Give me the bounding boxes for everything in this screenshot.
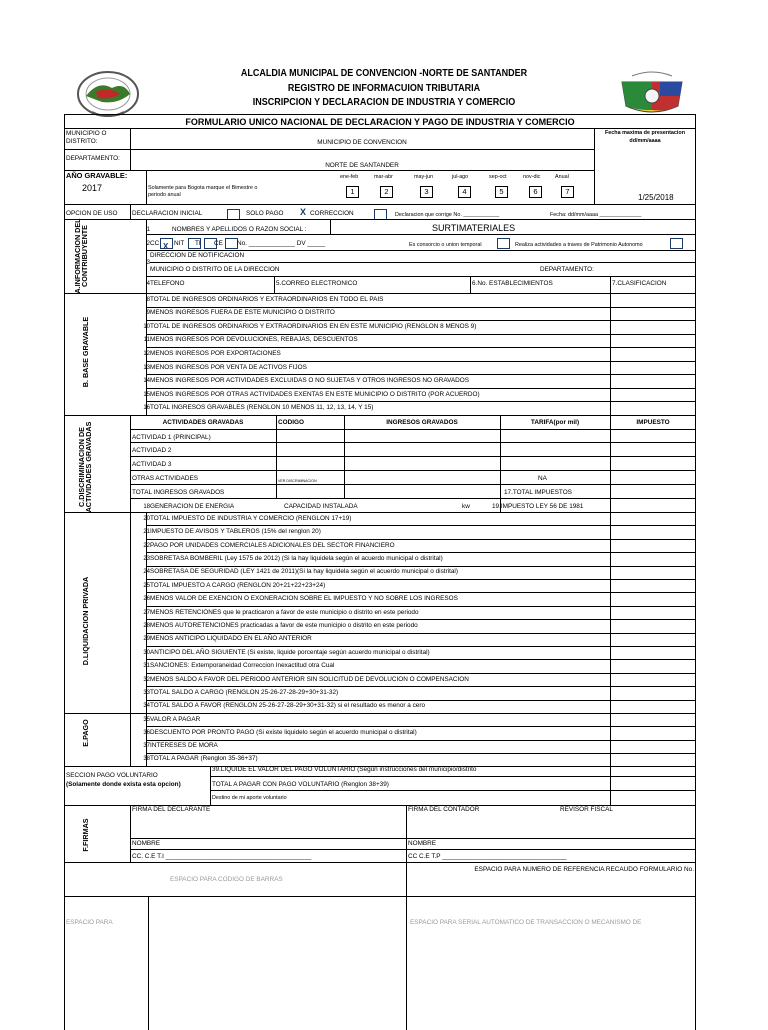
header-line-2: REGISTRO DE INFORMACUION TRIBUTARIA bbox=[287, 83, 481, 94]
row-number: 23 bbox=[143, 555, 150, 562]
referencia-recaudo-label: ESPACIO PARA NUMERO DE REFERENCIA RECAUDO FORMULARIO No. bbox=[474, 866, 694, 873]
period-label: sep-oct bbox=[489, 174, 507, 180]
row-label: MENOS INGRESOS POR EXPORTACIONES bbox=[150, 349, 281, 357]
row-label: TOTAL INGRESOS GRAVABLES (RENGLON 10 MENOS 11, 12, 13, 14, Y 15) bbox=[150, 404, 374, 412]
row-number: 26 bbox=[143, 596, 150, 603]
row-label: TOTAL SALDO A FAVOR (RENGLON 25-26-27-28-29+30+31-32) si el resultado es menor a cero bbox=[150, 702, 426, 710]
municipio-direccion-label: MUNICIPIO O DISTRITO DE LA DIRECCION bbox=[150, 266, 280, 273]
row-label: MENOS RETENCIONES que le practicaron a favor de este municipio o distrito en este periodo bbox=[150, 608, 419, 616]
generacion-energia-label: GENERACION DE ENERGIA bbox=[150, 503, 235, 510]
nombre-value: SURTIMATERIALES bbox=[432, 223, 516, 233]
consorcio-checkbox[interactable] bbox=[497, 238, 510, 249]
kw-unit: kw bbox=[462, 503, 470, 510]
row-number: 25 bbox=[143, 582, 150, 589]
row-label: PAGO POR UNIDADES COMERCIALES ADICIONALES DEL SECTOR FINANCIERO bbox=[150, 541, 395, 549]
row-number: 28 bbox=[143, 622, 150, 629]
nombre-label: NOMBRES Y APELLIDOS O RAZON SOCIAL : bbox=[172, 226, 307, 233]
period-label: may-jun bbox=[414, 174, 434, 180]
row-number: 1 bbox=[146, 227, 150, 233]
row-label: SOBRETASA BOMBERIL (Ley 1575 de 2012) (Si la hay liquidela según el acuerdo municipal o distrital) bbox=[150, 554, 443, 562]
opcion-fecha: Fecha: dd/mm/aaaa ______________ bbox=[550, 212, 642, 218]
section-e-title: E.PAGO bbox=[81, 719, 90, 747]
period-box-7[interactable]: 7 bbox=[561, 186, 574, 198]
period-label: jul-ago bbox=[452, 174, 469, 180]
pago-voluntario-title: SECCION PAGO VOLUNTARIO bbox=[66, 772, 158, 779]
actividades-header: ACTIVIDADES GRAVADAS bbox=[162, 419, 244, 426]
patrimonio-label: Realiza actividades a traves de Patrimonio Autonomo bbox=[515, 242, 643, 248]
ingresos-header: INGRESOS GRAVADOS bbox=[386, 419, 458, 426]
establecimientos-label: 6.No. ESTABLECIMIENTOS bbox=[472, 280, 553, 287]
header-line-3: INSCRIPCION Y DECLARACION DE INDUSTRIA Y COMERCIO bbox=[252, 97, 516, 108]
actividad-1-label: ACTIVIDAD 1 (PRINCIPAL) bbox=[132, 434, 211, 441]
row-number: 38 bbox=[143, 756, 150, 763]
municipio-label: MUNICIPIO O DISTRITO: bbox=[66, 130, 107, 145]
row-number: 10 bbox=[143, 323, 150, 330]
row-number: 3 bbox=[146, 260, 150, 266]
municipio-value: MUNICIPIO DE CONVENCION bbox=[317, 139, 407, 146]
ti-label: TI bbox=[195, 240, 201, 247]
cc-label: CC bbox=[150, 240, 160, 247]
actividad-3-label: ACTIVIDAD 3 bbox=[132, 461, 172, 468]
codigo-header: CODIGO bbox=[278, 419, 304, 426]
row-number: 18 bbox=[143, 504, 150, 510]
municipal-seal-icon bbox=[72, 68, 144, 120]
row-number: 24 bbox=[143, 569, 150, 576]
row-number: 12 bbox=[143, 350, 150, 357]
header-line-1: ALCALDIA MUNICIPAL DE CONVENCION -NORTE DE SANTANDER bbox=[240, 68, 528, 79]
row-label: VALOR A PAGAR bbox=[150, 715, 201, 723]
destino-aporte-label: Destino de mi aporte voluntario bbox=[212, 795, 287, 801]
ids-declarante: CC. C.E T.I _________________________________________ bbox=[132, 853, 312, 860]
row-label: TOTAL IMPUESTO DE INDUSTRIA Y COMERCIO (RENGLON 17+19) bbox=[150, 514, 352, 522]
nit-label: NIT bbox=[174, 240, 185, 247]
period-label: Anual bbox=[555, 174, 569, 180]
row-number: 2 bbox=[146, 241, 150, 247]
departamento-direccion-label: DEPARTAMENTO: bbox=[540, 266, 594, 273]
row-label: TOTAL SALDO A CARGO (RENGLON 25-26-27-28-29+30+31-32) bbox=[150, 688, 339, 696]
row-number: 15 bbox=[143, 391, 150, 398]
total-impuestos-label: 17.TOTAL IMPUESTOS bbox=[504, 489, 572, 496]
row-number: 21 bbox=[143, 529, 150, 536]
row-label: TOTAL IMPUESTO A CARGO (RENGLON 20+21+22+23+24) bbox=[150, 581, 326, 589]
ver-discriminacion-label: VER DISCRIMINACION bbox=[278, 479, 317, 483]
row-label: TOTAL A PAGAR (Renglon 35-36+37) bbox=[150, 755, 258, 763]
row-number: 4 bbox=[146, 281, 150, 287]
row-label: TOTAL DE INGRESOS ORDINARIOS Y EXTRAORDINARIOS EN EN ESTE MUNICIPIO (RENGLON 8 MENOS 9) bbox=[150, 322, 477, 330]
ano-gravable-value: 2017 bbox=[82, 183, 103, 193]
fecha-maxima-value: 1/25/2018 bbox=[638, 193, 674, 202]
row-number: 11 bbox=[143, 337, 150, 344]
clasificacion-label: 7.CLASIFICACION bbox=[612, 280, 667, 287]
row-label: MENOS INGRESOS POR DEVOLUCIONES, REBAJAS, DESCUENTOS bbox=[150, 336, 358, 344]
consorcio-label: Es consorcio o union temporal bbox=[409, 242, 482, 248]
direccion-label: DIRECCION DE NOTIFICACION bbox=[150, 252, 245, 259]
period-label: mar-abr bbox=[374, 174, 393, 180]
serial-automatico-label: ESPACIO PARA SERIAL AUTOMATICO DE TRANSACCION O MECANISMO DE bbox=[410, 919, 642, 926]
ano-gravable-label: AÑO GRAVABLE: bbox=[66, 171, 128, 180]
period-box-3[interactable]: 3 bbox=[420, 186, 433, 198]
telefono-label: TELEFONO bbox=[150, 280, 185, 287]
cc-mark: X bbox=[163, 242, 169, 251]
row-label: MENOS INGRESOS POR VENTA DE ACTIVOS FIJOS bbox=[150, 363, 307, 371]
row-number: 22 bbox=[143, 542, 150, 549]
ce-label: CE bbox=[214, 240, 223, 247]
period-box-4[interactable]: 4 bbox=[458, 186, 471, 198]
section-c-title: C.DISCRIMINACION DE ACTIVIDADES GRAVADAS bbox=[77, 421, 93, 513]
row-label: TOTAL DE INGRESOS ORDINARIOS Y EXTRAORDINARIOS EN TODO EL PAIS bbox=[150, 295, 384, 303]
row-number: 37 bbox=[143, 743, 150, 750]
opcion-uso-label: OPCION DE USO bbox=[66, 210, 118, 217]
row-number: 14 bbox=[143, 378, 150, 385]
section-a-title: A.INFORMACION DEL CONTRIBUYENTE bbox=[73, 218, 89, 294]
liquide-voluntario-label: 39.LIQUIDE EL VALOR DEL PAGO VOLUNTARIO (Según instrucciones del municipio/distrito bbox=[212, 766, 477, 773]
period-box-5[interactable]: 5 bbox=[495, 186, 508, 198]
revisor-fiscal-label: REVISOR FISCAL bbox=[560, 806, 613, 813]
total-voluntario-label: TOTAL A PAGAR CON PAGO VOLUNTARIO (Renglon 38+39) bbox=[212, 781, 389, 788]
period-box-6[interactable]: 6 bbox=[529, 186, 542, 198]
row-label: MENOS SALDO A FAVOR DEL PERIODO ANTERIOR SIN SOLICITUD DE DEVOLUCION O COMPENSACION bbox=[150, 675, 469, 683]
coat-of-arms-icon bbox=[614, 66, 690, 118]
nombre-declarante-label: NOMBRE bbox=[132, 840, 161, 847]
nombre-contador-label: NOMBRE bbox=[408, 840, 437, 847]
row-label: MENOS INGRESOS POR OTRAS ACTIVIDADES EXENTAS EN ESTE MUNICIPIO O DISTRITO (POR ACUERDO) bbox=[150, 390, 480, 398]
correo-label: 5.CORREO ELECTRONICO bbox=[276, 280, 358, 287]
row-label: MENOS AUTORETENCIONES practicadas a favor de este municipio o distrito en este periodo bbox=[150, 621, 418, 629]
otras-tarifa-na: NA bbox=[538, 475, 547, 482]
period-label: nov-dic bbox=[523, 174, 541, 180]
row-number: 34 bbox=[143, 703, 150, 710]
section-b-title: B. BASE GRAVABLE bbox=[81, 316, 90, 388]
period-box-1[interactable]: 1 bbox=[346, 186, 359, 198]
row-label: MENOS INGRESOS POR ACTIVIDADES EXCLUIDAS O NO SUJETAS Y OTROS INGRESOS NO GRAVADOS bbox=[150, 377, 470, 385]
firma-contador-label: FIRMA DEL CONTADOR bbox=[408, 806, 480, 813]
row-number: 9 bbox=[146, 310, 150, 317]
row-number: 13 bbox=[143, 364, 150, 371]
bogota-note: Solamente para Bogota marque el Bimestre o periodo anual bbox=[148, 185, 258, 198]
correccion-label: CORRECCION bbox=[310, 210, 354, 217]
row-number: 29 bbox=[143, 636, 150, 643]
espacio-para-label: ESPACIO PARA bbox=[66, 919, 113, 926]
row-label: SANCIONES: Extemporaneidad Correccion Inexactitud otra Cual bbox=[150, 662, 335, 670]
row-number: 8 bbox=[146, 296, 150, 303]
section-f-title: F.FIRMAS bbox=[81, 818, 90, 852]
solo-pago-mark: X bbox=[300, 207, 307, 217]
total-ingresos-gravados-label: TOTAL INGRESOS GRAVADOS bbox=[132, 489, 225, 496]
section-d-title: D.LIQUIDACION PRIVADA bbox=[81, 576, 90, 666]
row-label: MENOS INGRESOS FUERA DE ESTE MUNICIPIO O DISTRITO bbox=[150, 309, 335, 317]
row-label: MENOS ANTICIPO LIQUIDADO EN EL AÑO ANTERIOR bbox=[150, 635, 312, 643]
row-label: INTERESES DE MORA bbox=[150, 742, 218, 750]
impuesto-header: IMPUESTO bbox=[636, 419, 670, 426]
declaracion-inicial-label: DECLARACION INICIAL bbox=[132, 210, 203, 217]
declaracion-corrige: Declaracion que corrige No. ____________ bbox=[395, 212, 500, 218]
impuesto-ley-56-label: 19.IMPUESTO LEY 56 DE 1981 bbox=[492, 503, 584, 510]
capacidad-instalada-label: CAPACIDAD INSTALADA bbox=[284, 503, 358, 510]
row-number: 33 bbox=[143, 689, 150, 696]
row-label: IMPUESTO DE AVISOS Y TABLEROS (15% del renglon 20) bbox=[150, 528, 321, 536]
departamento-label: DEPARTAMENTO: bbox=[66, 155, 120, 162]
codigo-barras-space: ESPACIO PARA CODIGO DE BARRAS bbox=[170, 876, 283, 883]
row-number: 30 bbox=[143, 649, 150, 656]
firma-declarante-label: FIRMA DEL DECLARANTE bbox=[132, 806, 211, 813]
tarifa-header: TARIFA(por mil) bbox=[530, 419, 580, 426]
documento-numero: No. _____________ DV _____ bbox=[237, 240, 326, 247]
ids-contador: CC C.E T.P ___________________________________ bbox=[408, 853, 567, 860]
row-number: 31 bbox=[143, 663, 150, 670]
fecha-maxima-label: Fecha maxima de presentacion dd/mm/aaaa bbox=[605, 130, 685, 144]
row-number: 16 bbox=[143, 405, 150, 412]
row-number: 27 bbox=[143, 609, 150, 616]
period-label: ene-feb bbox=[340, 174, 359, 180]
period-box-2[interactable]: 2 bbox=[380, 186, 393, 198]
patrimonio-checkbox[interactable] bbox=[670, 238, 683, 249]
declaration-form bbox=[64, 114, 696, 1030]
departamento-value: NORTE DE SANTANDER bbox=[325, 162, 399, 169]
otras-actividades-label: OTRAS ACTIVIDADES bbox=[132, 475, 199, 482]
row-number: 36 bbox=[143, 729, 150, 736]
pago-voluntario-note: (Solamente donde exista esta opcion) bbox=[66, 781, 181, 788]
actividad-2-label: ACTIVIDAD 2 bbox=[132, 447, 172, 454]
form-title: FORMULARIO UNICO NACIONAL DE DECLARACION Y PAGO DE INDUSTRIA Y COMERCIO bbox=[185, 117, 575, 127]
row-label: DESCUENTO POR PRONTO PAGO (Si existe liquidelo según el acuerdo municipal o distrital) bbox=[150, 728, 417, 736]
row-number: 32 bbox=[143, 676, 150, 683]
solo-pago-label: SOLO PAGO bbox=[246, 210, 284, 217]
row-label: SOBRETASA DE SEGURIDAD (LEY 1421 de 2011)(Si la hay liquidela según el acuerdo municipal o distrital) bbox=[150, 568, 458, 576]
row-label: ANTICIPO DEL AÑO SIGUIENTE (Si existe, liquide porcentaje según acuerdo municipal o distrital) bbox=[150, 648, 430, 656]
row-number: 20 bbox=[143, 515, 150, 522]
row-label: MENOS VALOR DE EXENCION O EXONERACION SOBRE EL IMPUESTO Y NO SOBRE LOS INGRESOS bbox=[150, 595, 458, 603]
row-number: 35 bbox=[143, 716, 150, 723]
